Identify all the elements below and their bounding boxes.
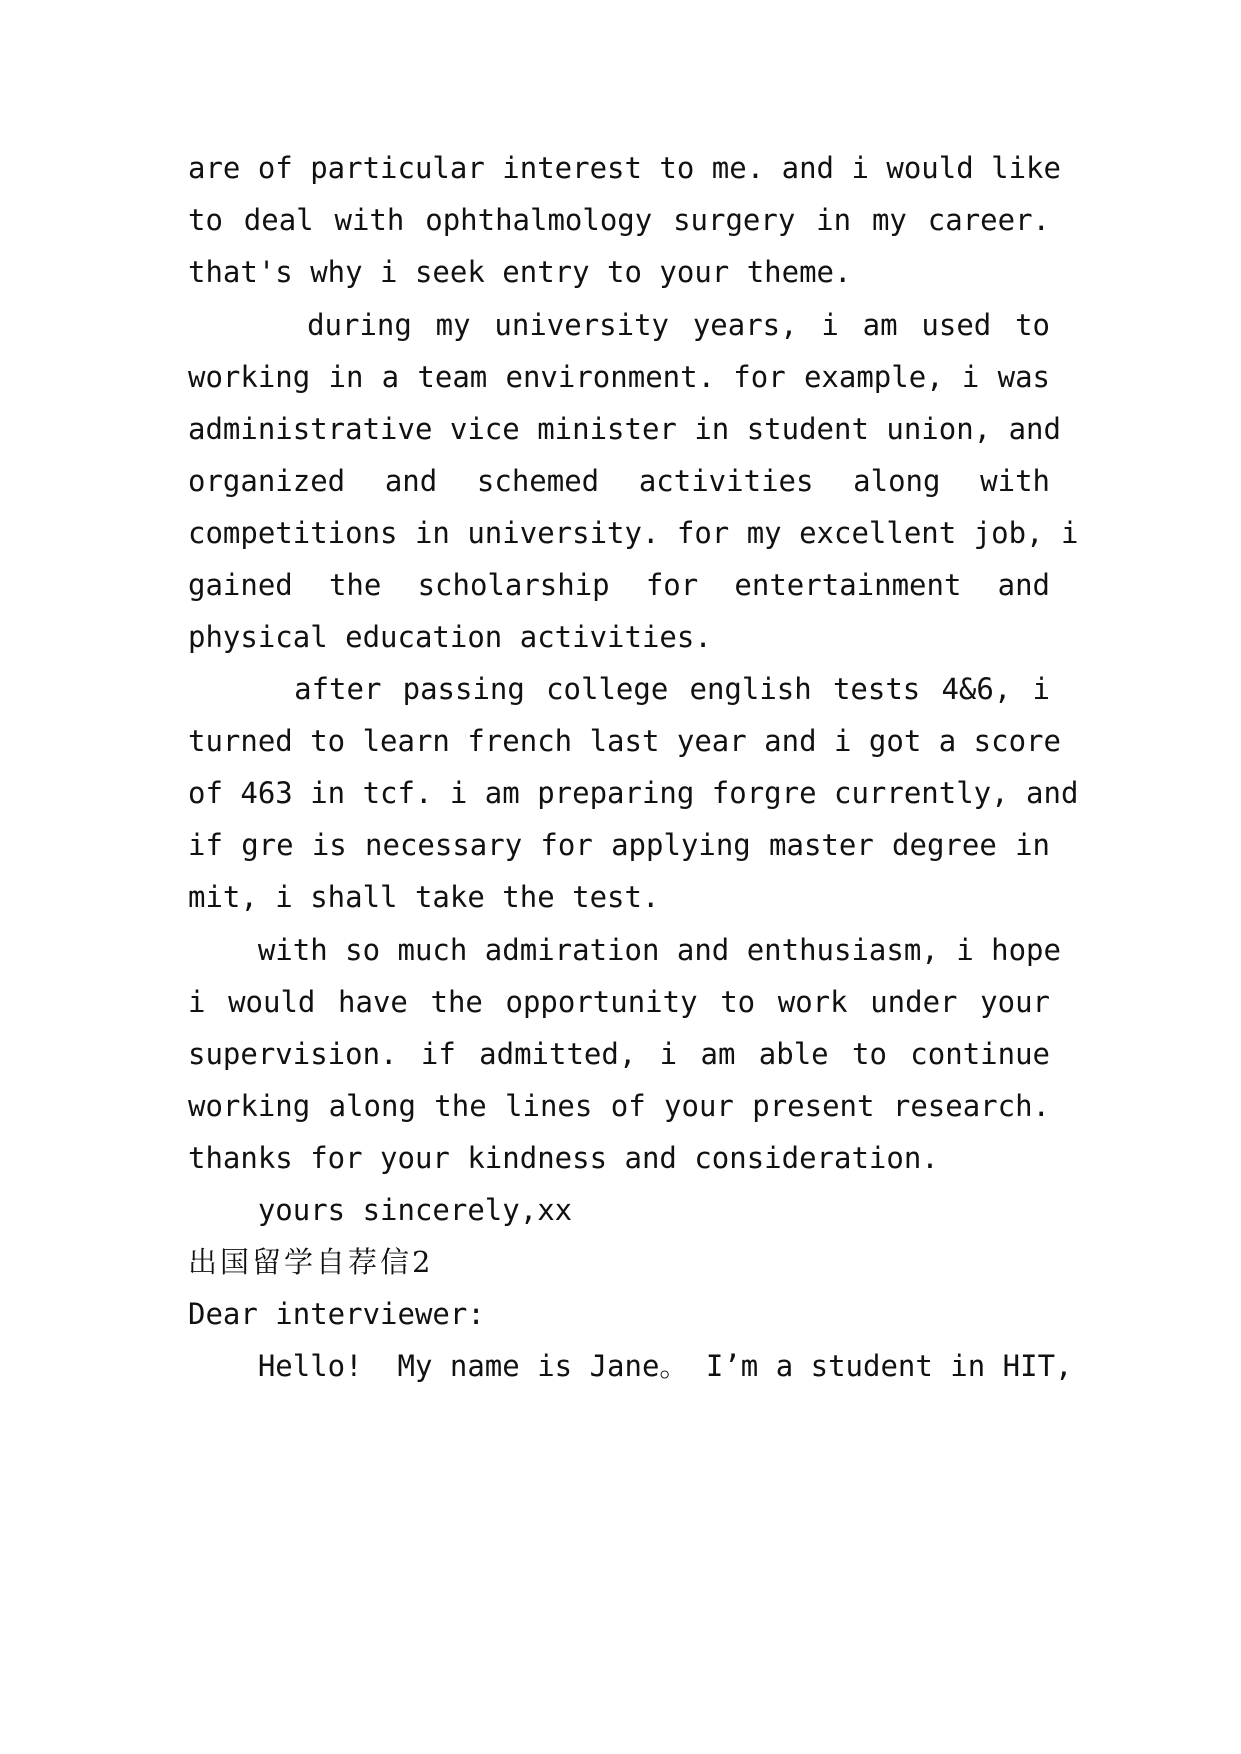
- paragraph-1-line-1: are of particular interest to me. and i would like: [188, 151, 1061, 185]
- paragraph-2-line-2: working in a team environment. for example, i was: [188, 360, 1050, 394]
- paragraph-3-line-2: turned to learn french last year and i got a score: [188, 724, 1061, 758]
- paragraph-3-line-3: of 463 in tcf. i am preparing forgre currently, and: [188, 776, 1079, 810]
- closing-signature: yours sincerely,xx: [188, 1193, 573, 1227]
- paragraph-2-line-4: organized and schemed activities along with: [188, 464, 1050, 498]
- paragraph-2-line-1: during my university years, i am used to: [188, 308, 1050, 342]
- section-heading: 出国留学自荐信2: [188, 1245, 434, 1279]
- paragraph-4-line-3: supervision. if admitted, i am able to continue: [188, 1037, 1050, 1071]
- paragraph-4-line-5: thanks for your kindness and consideration.: [188, 1141, 939, 1175]
- paragraph-1-line-3: that's why i seek entry to your theme.: [188, 255, 852, 289]
- paragraph-2-line-5: competitions in university. for my excellent job, i: [188, 516, 1079, 550]
- paragraph-2-line-6: gained the scholarship for entertainment and: [188, 568, 1050, 602]
- paragraph-4-line-2: i would have the opportunity to work under your: [188, 985, 1050, 1019]
- salutation: Dear interviewer:: [188, 1297, 485, 1331]
- paragraph-3-line-4: if gre is necessary for applying master degree in: [188, 828, 1050, 862]
- paragraph-2-line-3: administrative vice minister in student union, and: [188, 412, 1061, 446]
- paragraph-2-line-7: physical education activities.: [188, 620, 712, 654]
- paragraph-3-line-5: mit, i shall take the test.: [188, 880, 660, 914]
- paragraph-4-line-4: working along the lines of your present research.: [188, 1089, 1050, 1123]
- paragraph-1-line-2: to deal with ophthalmology surgery in my career.: [188, 203, 1050, 237]
- paragraph-4-line-1: with so much admiration and enthusiasm, i hope: [188, 933, 1061, 967]
- paragraph-3-line-1: after passing college english tests 4&6, i: [188, 672, 1050, 706]
- opening-line: Hello! My name is Jane。 I’m a student in HIT,: [188, 1349, 1073, 1383]
